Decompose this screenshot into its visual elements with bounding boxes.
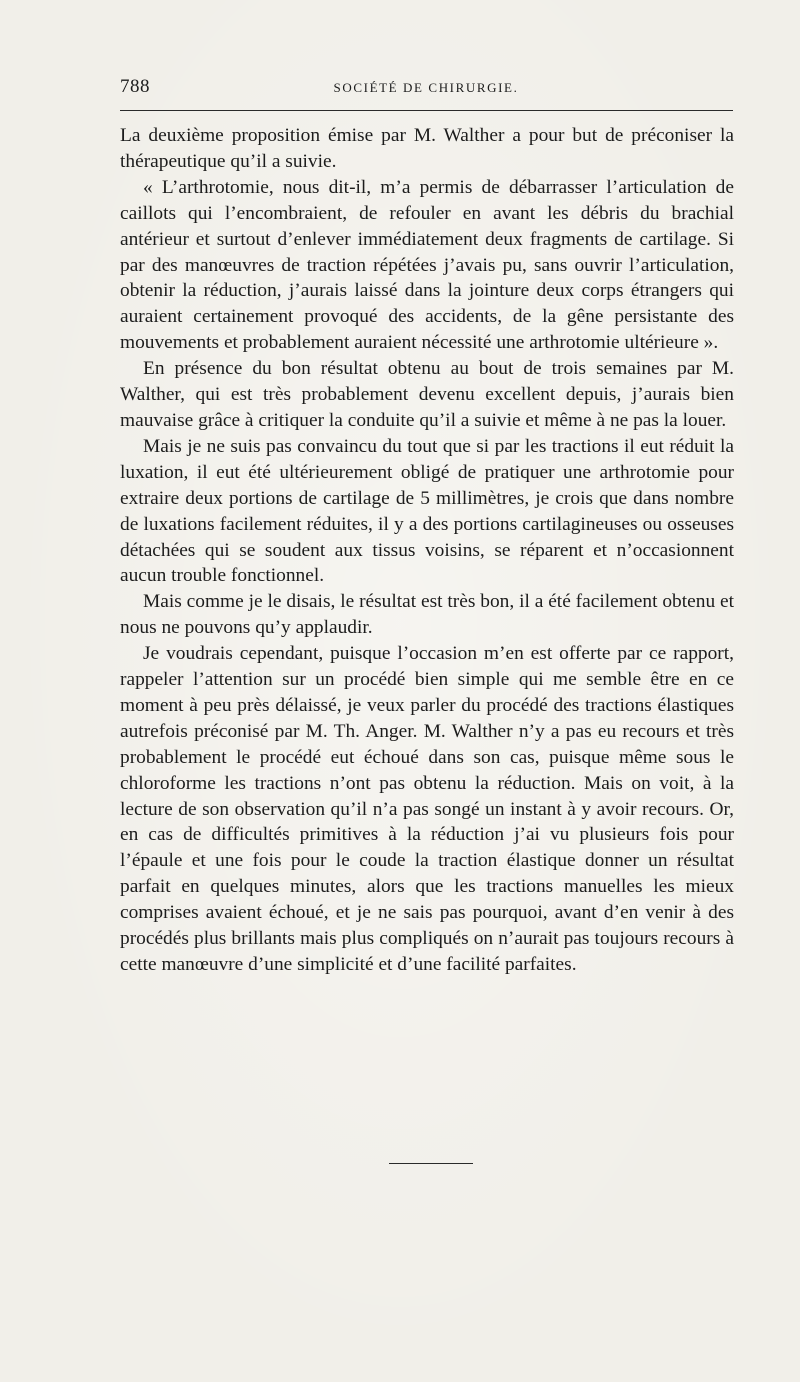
paragraph: « L’arthrotomie, nous dit-il, m’a permis de débarrasser l’articulation de caillots qui l’encombraient, de refouler en avant les débris du brachial antérieur et surtout d’enlever immédiatement deux fragments de cartilage. Si par des manœuvres de traction répétées j’avais pu, sans ouvrir l’articulation, obtenir la réduction, j’aurais laissé dans la jointure deux corps étrangers qui auraient certainement provoqué des accidents, de la gêne persistante des mouvements et probablement auraient nécessité une arthrotomie ultérieure ». bbox=[120, 176, 734, 354]
body-text bbox=[120, 123, 734, 978]
paragraph: Mais comme je le disais, le résultat est très bon, il a été facilement obtenu et nous ne pouvons qu’y applaudir. bbox=[120, 591, 734, 639]
header-rule bbox=[120, 110, 733, 111]
paragraph: Mais je ne suis pas convaincu du tout que si par les tractions il eut réduit la luxation, il eut été ultérieurement obligé de pratiquer une arthrotomie pour extraire deux portions de cartilage de 5 millimètres, je crois que dans nombre de luxations facilement réduites, il y a des portions cartilagineuses ou osseuses détachées qui se soudent aux tissus voisins, se réparent et n’occasionnent aucun trouble fonctionnel. bbox=[120, 435, 734, 587]
page-number: 788 bbox=[120, 76, 150, 97]
paragraph: La deuxième proposition émise par M. Walther a pour but de préconiser la thérapeutique qu’il a suivie. bbox=[120, 125, 734, 172]
running-title: SOCIÉTÉ DE CHIRURGIE. bbox=[333, 80, 519, 95]
page-header bbox=[120, 76, 732, 100]
paragraph: En présence du bon résultat obtenu au bout de trois semaines par M. Walther, qui est très probablement devenu excellent depuis, j’aurais bien mauvaise grâce à critiquer la conduite qu’il a suivie et même à ne pas la louer. bbox=[120, 358, 734, 431]
paragraph: Je voudrais cependant, puisque l’occasion m’en est offerte par ce rapport, rappeler l’attention sur un procédé bien simple qui me semble être en ce moment à peu près délaissé, je veux parler du procédé des tractions élastiques autrefois préconisé par M. Th. Anger. M. Walther n’y a pas eu recours et très probablement le procédé eut échoué dans son cas, puisque même sous le chloroforme les tractions n’ont pas obtenu la réduction. Mais on voit, à la lecture de son observation qu’il n’a pas songé un instant à y avoir recours. Or, en cas de difficultés primitives à la réduction j’ai vu plusieurs fois pour l’épaule et une fois pour le coude la traction élastique donner un résultat parfait en quelques minutes, alors que les tractions manuelles les mieux comprises avaient échoué, et je ne sais pas pourquoi, avant d’en venir à des procédés plus brillants mais plus compliqués on n’aurait pas toujours recours à cette manœuvre d’une simplicité et d’une facilité parfaites. bbox=[120, 643, 734, 975]
end-rule bbox=[389, 1163, 473, 1164]
